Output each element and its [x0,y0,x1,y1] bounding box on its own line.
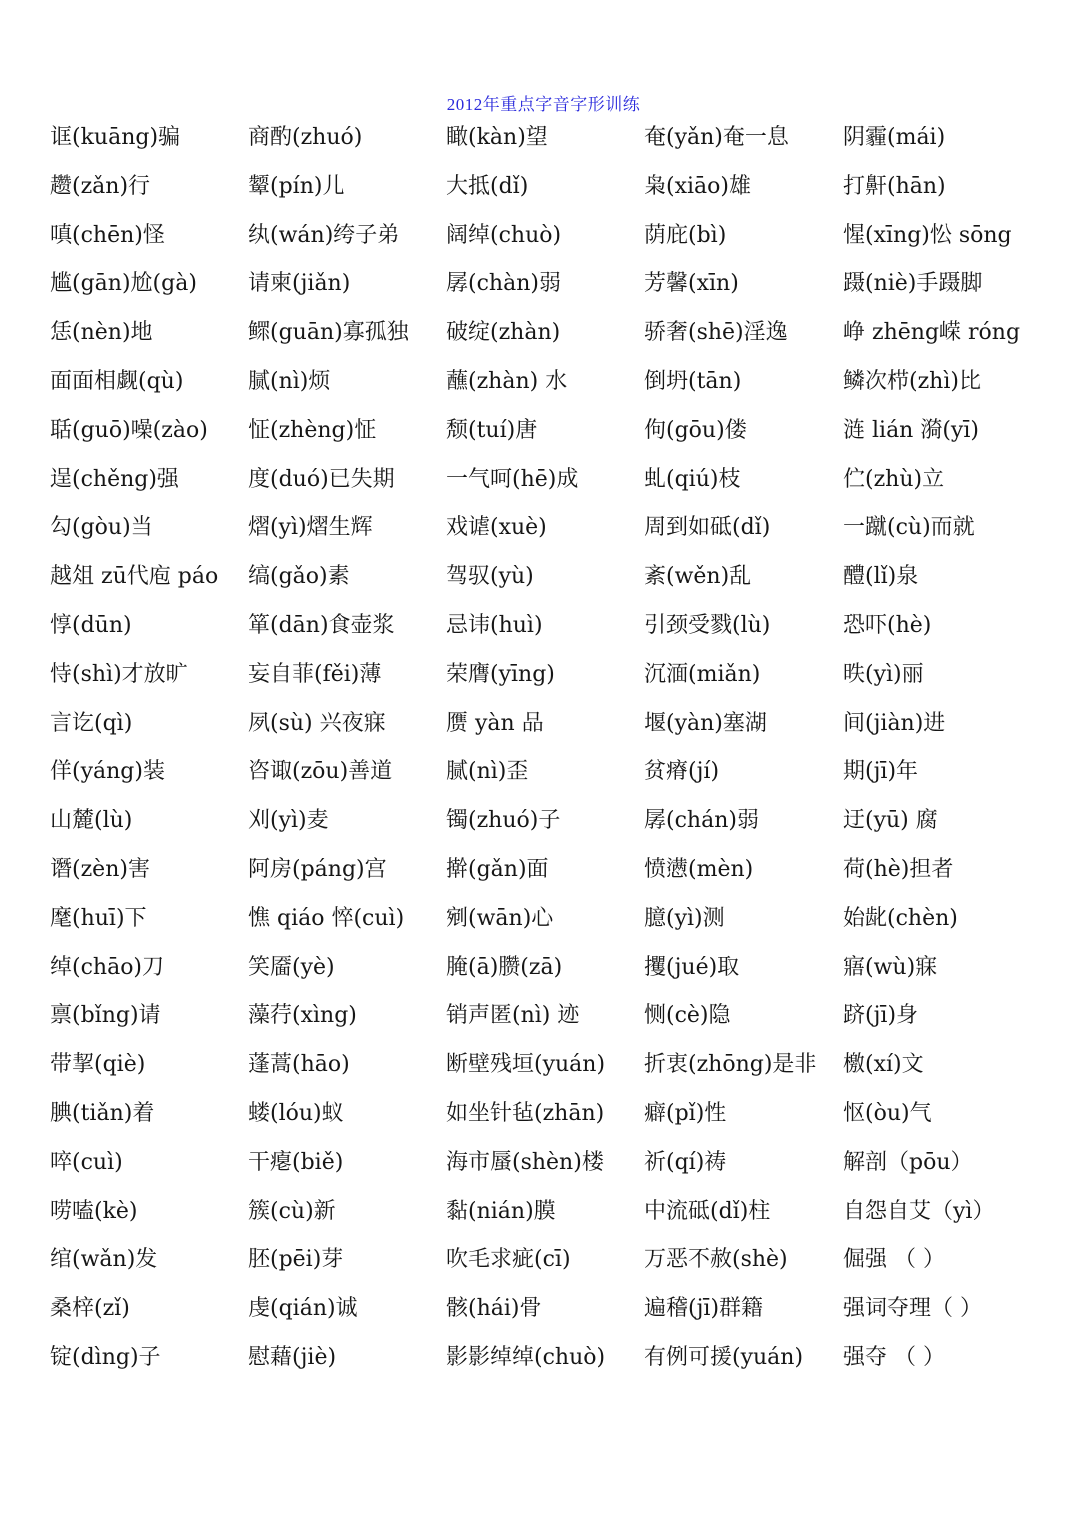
word-entry: 聒(guō)噪(zào) [50,417,208,443]
word-entry: 紊(wěn)乱 [644,564,752,590]
word-entry: 堰(yàn)塞湖 [644,710,767,736]
word-entry: 藻荇(xìng) [248,1003,357,1029]
word-entry: 间(jiàn)进 [843,710,946,736]
word-entry: 臆(yì)测 [644,905,725,931]
word-entry: 熠(yì)熠生辉 [248,515,373,541]
word-entry: 剜(wān)心 [446,905,554,931]
word-entry: 蓬蒿(hāo) [248,1052,350,1078]
word-entry: 蝼(lóu)蚁 [248,1100,344,1126]
word-entry: 孱(chán)弱 [644,808,759,834]
word-entry: 一气呵(hē)成 [446,466,579,492]
word-entry: 攫(jué)取 [644,954,740,980]
word-entry: 缟(gǎo)素 [248,564,350,590]
word-entry: 峥 zhēng嵘 róng [843,320,1021,346]
word-entry: 引颈受戮(lù) [644,612,771,638]
word-entry: 周到如砥(dǐ) [644,515,771,541]
word-entry: 戏谑(xuè) [446,515,547,541]
word-entry: 绾(wǎn)发 [50,1247,158,1273]
word-entry: 干瘪(biě) [248,1149,344,1175]
word-entry: 伫(zhù)立 [843,466,945,492]
word-entry: 谮(zèn)害 [50,856,150,882]
word-entry: 越俎 zū代庖 páo [50,564,219,590]
word-entry: 海市蜃(shèn)楼 [446,1149,604,1175]
word-entry: 度(duó)已失期 [248,466,395,492]
word-entry: 鳏(guān)寡孤独 [248,320,409,346]
word-entry: 桑梓(zǐ) [50,1296,130,1322]
word-entry: 逞(chěng)强 [50,466,179,492]
word-entry: 禀(bǐng)请 [50,1003,161,1029]
word-entry: 吹毛求疵(cī) [446,1247,571,1273]
word-entry: 腌(ā)臜(zā) [446,954,563,980]
word-entry: 腻(nì)烦 [248,368,331,394]
word-entry: 绰(chāo)刀 [50,954,165,980]
word-entry: 胚(pēi)芽 [248,1247,344,1273]
word-entry: 奄(yǎn)奄一息 [644,125,789,150]
word-entry: 纨(wán)绔子弟 [248,222,400,248]
word-entry: 癖(pǐ)性 [644,1100,727,1126]
word-entry: 趱(zǎn)行 [50,173,151,199]
word-entry: 妄自菲(fěi)薄 [248,661,382,687]
word-entry: 沉湎(miǎn) [644,661,761,687]
word-entry: 恁(nèn)地 [50,320,153,346]
page-title: 2012年重点字音字形训练 [446,95,641,114]
word-entry: 跻(jī)身 [843,1003,919,1029]
word-entry: 言讫(qì) [50,710,133,736]
word-entry: 强词夺理（ ） [843,1296,982,1322]
word-entry: 请柬(jiǎn) [248,271,351,297]
word-entry: 始龀(chèn) [843,905,958,931]
word-entry: 芳馨(xīn) [644,271,739,297]
word-entry: 带挈(qiè) [50,1052,146,1078]
word-entry: 慰藉(jiè) [248,1344,337,1370]
word-entry: 遍稽(jī)群籍 [644,1296,764,1322]
word-entry: 刈(yì)麦 [248,808,329,834]
word-entry: 醴(lǐ)泉 [843,564,919,590]
word-entry: 惺(xīng)忪 sōng [843,222,1012,248]
word-entry: 阿房(páng)宫 [248,856,387,882]
word-entry: 恻(cè)隐 [644,1003,731,1029]
word-entry: 迂(yū) 腐 [843,808,938,834]
word-entry: 唠嗑(kè) [50,1198,138,1224]
word-entry: 涟 lián 漪(yī) [843,417,979,443]
word-entry: 破绽(zhàn) [446,320,561,346]
word-entry: 瞰(kàn)望 [446,125,548,150]
word-entry: 颓(tuí)唐 [446,417,538,443]
word-entry: 咨诹(zōu)善道 [248,759,393,785]
word-entry: 大抵(dǐ) [446,173,529,199]
word-grid [50,118,1080,1387]
word-entry: 商酌(zhuó) [248,125,363,150]
word-entry: 影影绰绰(chuò) [446,1344,606,1370]
word-entry: 一蹴(cù)而就 [843,515,975,541]
word-entry: 惇(dūn) [50,612,132,638]
word-entry: 如坐针毡(zhān) [446,1100,605,1126]
word-entry: 黏(nián)膜 [446,1198,556,1224]
word-entry: 倒坍(tān) [644,368,742,394]
word-entry: 期(jī)年 [843,759,919,785]
word-entry: 解剖（pōu） [843,1149,973,1175]
word-entry: 蹑(niè)手蹑脚 [843,271,983,297]
word-entry: 荫庇(bì) [644,222,727,248]
word-entry: 恐吓(hè) [843,612,932,638]
word-entry: 诓(kuāng)骗 [50,125,181,150]
word-entry: 镯(zhuó)子 [446,808,561,834]
word-entry: 愤懑(mèn) [644,856,754,882]
word-entry: 孱(chàn)弱 [446,271,561,297]
word-entry: 勾(gòu)当 [50,515,153,541]
word-entry: 贫瘠(jí) [644,759,720,785]
word-entry: 麾(huī)下 [50,905,147,931]
word-entry: 中流砥(dǐ)柱 [644,1198,771,1224]
word-entry: 恃(shì)才放旷 [50,661,188,687]
word-entry: 夙(sù) 兴夜寐 [248,710,386,736]
word-entry: 嗔(chēn)怪 [50,222,165,248]
word-entry: 骸(hái)骨 [446,1296,542,1322]
word-entry: 阔绰(chuò) [446,222,562,248]
word-entry: 强夺 （ ） [843,1344,945,1370]
word-entry: 打鼾(hān) [843,173,946,199]
word-entry: 荣膺(yīng) [446,661,555,687]
word-entry: 祈(qí)祷 [644,1149,727,1175]
word-entry: 忌讳(huì) [446,612,543,638]
word-entry: 枭(xiāo)雄 [644,173,751,199]
word-entry: 骄奢(shē)淫逸 [644,320,788,346]
word-entry: 腻(nì)歪 [446,759,529,785]
word-entry: 寤(wù)寐 [843,954,938,980]
word-entry: 怔(zhèng)怔 [248,417,377,443]
word-entry: 虔(qián)诚 [248,1296,358,1322]
word-entry: 锭(dìng)子 [50,1344,161,1370]
word-entry: 佯(yáng)装 [50,759,165,785]
word-entry: 阴霾(mái) [843,125,946,150]
word-entry: 折衷(zhōng)是非 [644,1052,817,1078]
word-entry: 憔 qiáo 悴(cuì) [248,905,405,931]
word-entry: 佝(gōu)偻 [644,417,747,443]
word-entry: 腆(tiǎn)着 [50,1100,155,1126]
word-entry: 昳(yì)丽 [843,661,924,687]
word-entry: 赝 yàn 品 [446,710,544,736]
word-entry: 鳞次栉(zhì)比 [843,368,981,394]
word-entry: 啐(cuì) [50,1149,123,1175]
word-entry: 擀(gǎn)面 [446,856,549,882]
word-entry: 荷(hè)担者 [843,856,954,882]
word-entry: 山麓(lù) [50,808,133,834]
word-entry: 面面相觑(qù) [50,368,184,394]
word-entry: 虬(qiú)枝 [644,466,741,492]
word-entry: 销声匿(nì) 迹 [446,1003,580,1029]
word-entry: 万恶不赦(shè) [644,1247,788,1273]
word-entry: 颦(pín)儿 [248,173,345,199]
word-entry: 尴(gān)尬(gà) [50,271,197,297]
word-entry: 自怨自艾（yì） [843,1198,995,1224]
word-entry: 簇(cù)新 [248,1198,336,1224]
word-entry: 断壁残垣(yuán) [446,1052,606,1078]
word-entry: 倔强 （ ） [843,1247,945,1273]
word-entry: 驾驭(yù) [446,564,534,590]
word-entry: 檄(xí)文 [843,1052,924,1078]
word-entry: 箪(dān)食壶浆 [248,612,395,638]
word-entry: 怄(òu)气 [843,1100,932,1126]
word-entry: 有例可援(yuán) [644,1344,804,1370]
word-entry: 蘸(zhàn) 水 [446,368,568,394]
word-entry: 笑靥(yè) [248,954,335,980]
